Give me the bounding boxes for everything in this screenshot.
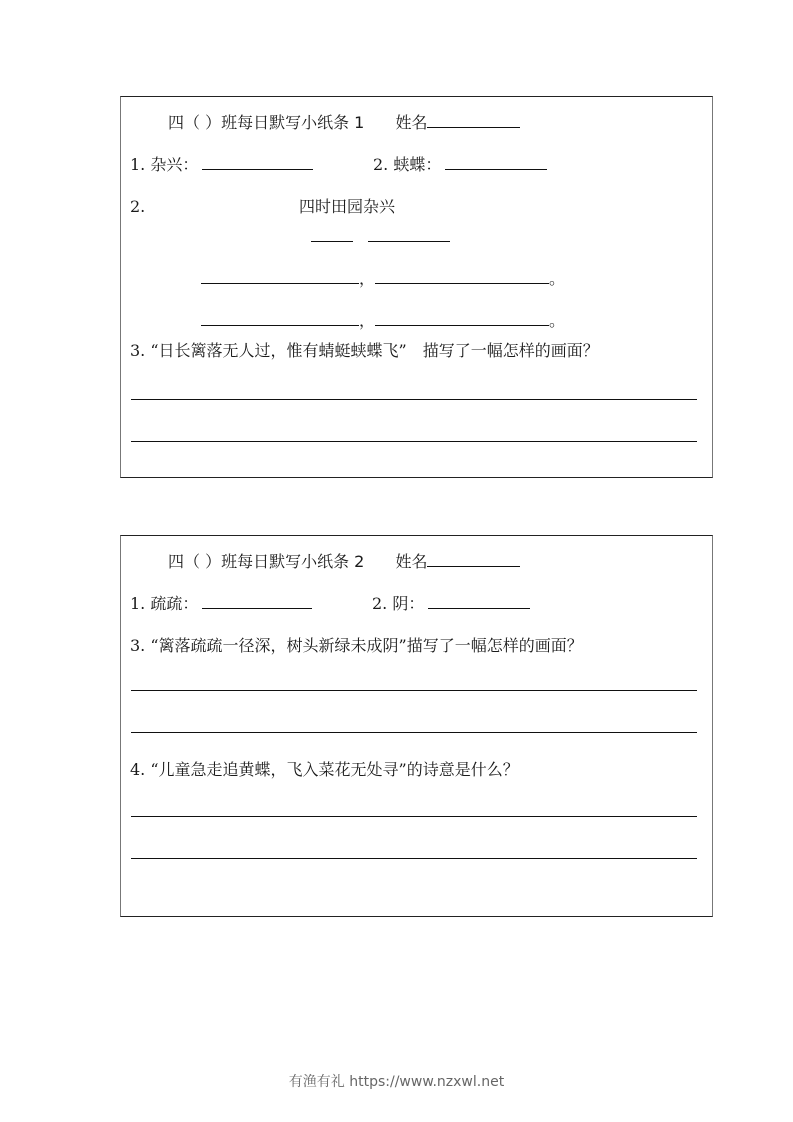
answer-line[interactable] [131, 399, 697, 400]
q2-blank[interactable] [445, 155, 547, 170]
q1-label: 1. 疏疏： [130, 594, 199, 613]
answer-line[interactable] [131, 816, 697, 817]
name-label: 姓名 [395, 552, 428, 571]
q2-label: 2. 阴： [372, 594, 425, 613]
q1-label: 1. 杂兴： [130, 155, 199, 174]
dynasty-author-row [311, 227, 450, 247]
period: 。 [549, 311, 566, 330]
slip-title [168, 113, 520, 133]
dictation-slip-2 [120, 535, 713, 917]
poem-title: 四时田园杂兴 [299, 197, 396, 216]
answer-line[interactable] [131, 441, 697, 442]
name-blank[interactable] [427, 552, 520, 567]
q3-label: 3. “篱落疏疏一径深，树头新绿未成阴”描写了一幅怎样的画面？ [130, 636, 583, 655]
poem-blank[interactable] [201, 311, 359, 326]
question-1-row [130, 594, 312, 614]
slip-title [168, 552, 520, 572]
poem-line-2 [201, 311, 565, 331]
q4-label: 4. “儿童急走追黄蝶，飞入菜花无处寻”的诗意是什么？ [130, 760, 519, 779]
comma: ， [359, 311, 376, 330]
slip-title-text: 四（ ）班每日默写小纸条 2 [168, 552, 365, 571]
comma: ， [359, 269, 376, 288]
poem-blank[interactable] [375, 311, 549, 326]
poem-blank[interactable] [375, 269, 549, 284]
answer-line[interactable] [131, 690, 697, 691]
q2-label: 2. 蛱蝶： [373, 155, 442, 174]
question-2-row [373, 155, 547, 175]
slip-title-text: 四（ ）班每日默写小纸条 1 [168, 113, 365, 132]
q1-blank[interactable] [202, 155, 313, 170]
dynasty-blank[interactable] [311, 227, 353, 242]
footer-watermark: 有渔有礼 https://www.nzxwl.net [288, 1074, 505, 1090]
poem-blank[interactable] [201, 269, 359, 284]
q2b-label: 2. [130, 197, 146, 216]
answer-line[interactable] [131, 732, 697, 733]
dictation-slip-1 [120, 96, 713, 478]
answer-line[interactable] [131, 858, 697, 859]
q1-blank[interactable] [202, 594, 312, 609]
q2-blank[interactable] [428, 594, 530, 609]
name-label: 姓名 [395, 113, 428, 132]
period: 。 [549, 269, 566, 288]
name-blank[interactable] [427, 113, 520, 128]
author-blank[interactable] [368, 227, 450, 242]
question-1-row [130, 155, 313, 175]
question-2-row [372, 594, 530, 614]
q3-label: 3. “日长篱落无人过，惟有蜻蜓蛱蝶飞” 描写了一幅怎样的画面？ [130, 341, 599, 360]
poem-line-1 [201, 269, 565, 289]
